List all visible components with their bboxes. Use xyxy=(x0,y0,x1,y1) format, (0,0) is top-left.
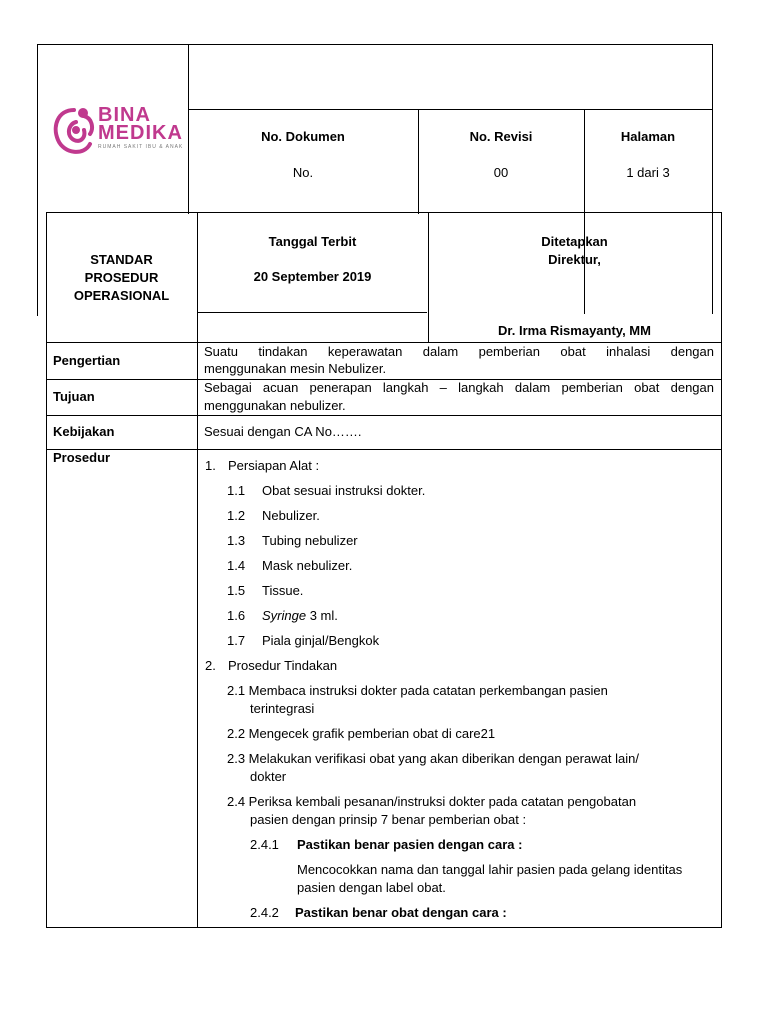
alat-item: Obat sesuai instruksi dokter. xyxy=(262,483,426,498)
section-2-number: 2. xyxy=(205,658,216,673)
alat-number: 1.3 xyxy=(227,533,246,548)
sop-title-2: PROSEDUR xyxy=(84,270,159,285)
sop-title-1: STANDAR xyxy=(90,252,153,267)
no-revisi-value: 00 xyxy=(493,165,509,180)
tanggal-terbit-value: 20 September 2019 xyxy=(253,269,372,284)
tujuan-line2: menggunakan nebulizer. xyxy=(204,398,346,413)
halaman-label: Halaman xyxy=(620,129,676,144)
alat-number: 1.2 xyxy=(227,508,246,523)
prosedur-label: Prosedur xyxy=(53,450,111,465)
no-dokumen-value: No. xyxy=(292,165,314,180)
ditetapkan-label: Ditetapkan xyxy=(541,234,608,249)
alat-number: 1.1 xyxy=(227,483,246,498)
step-2-4-line2: pasien dengan prinsip 7 benar pemberian obat : xyxy=(250,812,527,827)
alat-item: Tubing nebulizer xyxy=(262,533,358,548)
alat-number: 1.4 xyxy=(227,558,246,573)
step-2-1-line1: 2.1 Membaca instruksi dokter pada catatan perkembangan pasien xyxy=(227,683,608,698)
section-1-number: 1. xyxy=(205,458,216,473)
tujuan-line1: Sebagai acuan penerapan langkah – langkah dalam pemberian obat dengan xyxy=(204,380,714,395)
tujuan-label: Tujuan xyxy=(53,389,95,404)
no-revisi-label: No. Revisi xyxy=(469,129,533,144)
alat-item-italic: Syringe xyxy=(262,608,307,623)
kebijakan-label: Kebijakan xyxy=(53,424,115,439)
signatory-name: Dr. Irma Rismayanty, MM xyxy=(498,323,651,338)
step-2-4-1-title: Pastikan benar pasien dengan cara : xyxy=(297,837,523,852)
pengertian-label: Pengertian xyxy=(53,353,121,368)
step-2-4-1-body-line1: Mencocokkan nama dan tanggal lahir pasien pada gelang identitas xyxy=(297,862,683,877)
pengertian-line2: menggunakan mesin Nebulizer. xyxy=(204,361,387,376)
halaman-value: 1 dari 3 xyxy=(626,165,670,180)
alat-item: Tissue. xyxy=(262,583,304,598)
section-1-title: Persiapan Alat : xyxy=(228,458,320,473)
direktur-label: Direktur, xyxy=(548,252,601,267)
alat-item-rest: 3 ml. xyxy=(306,608,338,623)
section-2-title: Prosedur Tindakan xyxy=(228,658,338,673)
step-2-4-2-number: 2.4.2 xyxy=(250,905,279,920)
step-2-4-1-body-line2: pasien dengan label obat. xyxy=(297,880,446,895)
step-2-2: 2.2 Mengecek grafik pemberian obat di care21 xyxy=(227,726,496,741)
alat-item: Mask nebulizer. xyxy=(262,558,353,573)
pengertian-line1: Suatu tindakan keperawatan dalam pemberian obat inhalasi dengan xyxy=(204,344,714,359)
step-2-3-line1: 2.3 Melakukan verifikasi obat yang akan diberikan dengan perawat lain/ xyxy=(227,751,639,766)
step-2-4-2-title: Pastikan benar obat dengan cara : xyxy=(295,905,507,920)
alat-item: Nebulizer. xyxy=(262,508,320,523)
alat-number: 1.5 xyxy=(227,583,246,598)
hospital-logo xyxy=(50,102,190,162)
sop-title-3: OPERASIONAL xyxy=(73,288,170,303)
no-dokumen-label: No. Dokumen xyxy=(261,129,345,144)
logo-tagline: RUMAH SAKIT IBU & ANAK xyxy=(98,144,184,150)
step-2-4-1-number: 2.4.1 xyxy=(250,837,279,852)
logo-line2: MEDIKA xyxy=(98,122,183,144)
alat-item xyxy=(262,608,338,623)
step-2-3-line2: dokter xyxy=(250,769,287,784)
alat-item: Piala ginjal/Bengkok xyxy=(262,633,380,648)
alat-number: 1.7 xyxy=(227,633,246,648)
tanggal-terbit-label: Tanggal Terbit xyxy=(268,234,357,249)
alat-number: 1.6 xyxy=(227,608,246,623)
step-2-4-line1: 2.4 Periksa kembali pesanan/instruksi dokter pada catatan pengobatan xyxy=(227,794,637,809)
kebijakan-text: Sesuai dengan CA No……. xyxy=(204,424,362,439)
step-2-1-line2: terintegrasi xyxy=(250,701,315,716)
logo-line1: BINA xyxy=(98,104,151,126)
